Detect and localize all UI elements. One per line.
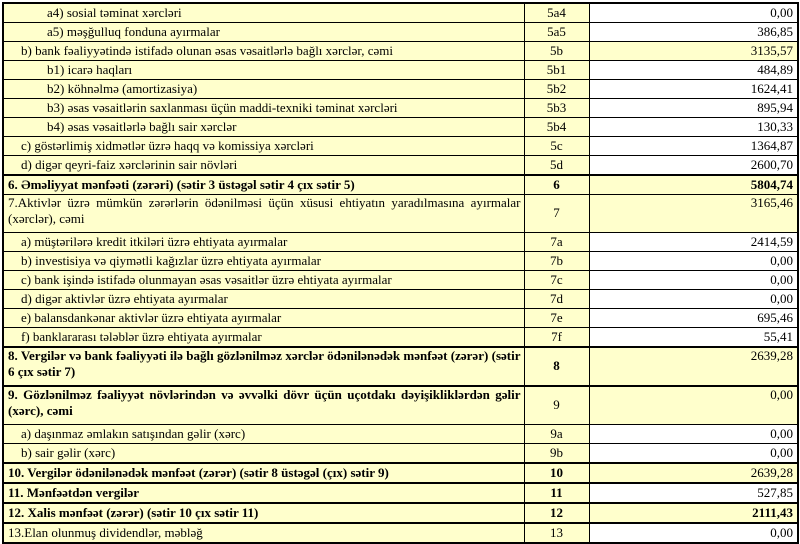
table-body	[3, 3, 798, 543]
row-value[interactable]: 2111,43	[589, 503, 798, 523]
row-code[interactable]: 7e	[524, 309, 589, 328]
row-value[interactable]: 2639,28	[589, 463, 798, 483]
row-value[interactable]: 2414,59	[589, 233, 798, 252]
row-value[interactable]: 895,94	[589, 99, 798, 118]
row-label[interactable]: d) digər aktivlər üzrə ehtiyata ayırmalar	[3, 290, 524, 309]
row-value[interactable]: 2639,28	[589, 347, 798, 386]
row-value[interactable]: 3165,46	[589, 195, 798, 233]
row-code[interactable]: 5b	[524, 42, 589, 61]
row-label[interactable]: b2) köhnəlmə (amortizasiya)	[3, 80, 524, 99]
row-label[interactable]: d) digər qeyri-faiz xərclərinin sair növləri	[3, 156, 524, 176]
row-code[interactable]: 9a	[524, 425, 589, 444]
row-code[interactable]: 12	[524, 503, 589, 523]
row-value[interactable]: 55,41	[589, 328, 798, 348]
table-row	[3, 118, 798, 137]
table-row	[3, 444, 798, 464]
row-code[interactable]: 7f	[524, 328, 589, 348]
row-value[interactable]: 484,89	[589, 61, 798, 80]
row-label[interactable]: c) bank işində istifadə olunmayan əsas vəsaitlər üzrə ehtiyata ayırmalar	[3, 271, 524, 290]
row-value[interactable]: 0,00	[589, 290, 798, 309]
table-row	[3, 195, 798, 233]
row-label[interactable]: 6. Əməliyyat mənfəəti (zərəri) (sətir 3 üstəgəl sətir 4 çıx sətir 5)	[3, 175, 524, 195]
row-value[interactable]: 5804,74	[589, 175, 798, 195]
row-label[interactable]: b) bank fəaliyyətində istifadə olunan əsas vəsaitlərlə bağlı xərclər, cəmi	[3, 42, 524, 61]
row-code[interactable]: 10	[524, 463, 589, 483]
row-value[interactable]: 695,46	[589, 309, 798, 328]
row-value[interactable]: 1624,41	[589, 80, 798, 99]
row-code[interactable]: 6	[524, 175, 589, 195]
table-row	[3, 503, 798, 523]
row-value[interactable]: 1364,87	[589, 137, 798, 156]
row-label[interactable]: f) banklararası tələblər üzrə ehtiyata ayırmalar	[3, 328, 524, 348]
row-code[interactable]: 5d	[524, 156, 589, 176]
row-label[interactable]: e) balansdankənar aktivlər üzrə ehtiyata ayırmalar	[3, 309, 524, 328]
table-row	[3, 23, 798, 42]
table-row	[3, 309, 798, 328]
row-value[interactable]: 0,00	[589, 523, 798, 543]
row-value[interactable]: 130,33	[589, 118, 798, 137]
row-code[interactable]: 5b2	[524, 80, 589, 99]
row-code[interactable]: 7c	[524, 271, 589, 290]
financial-statement-table	[2, 2, 799, 544]
row-code[interactable]: 5a4	[524, 3, 589, 23]
row-label[interactable]: 9. Gözlənilməz fəaliyyət növlərindən və əvvəlki dövr üçün uçotdakı dəyişikliklərdən gəlir (xərc), cəmi	[3, 386, 524, 425]
row-code[interactable]: 7b	[524, 252, 589, 271]
row-value[interactable]: 0,00	[589, 386, 798, 425]
row-code[interactable]: 7d	[524, 290, 589, 309]
row-value[interactable]: 2600,70	[589, 156, 798, 176]
table-row	[3, 271, 798, 290]
row-code[interactable]: 5b4	[524, 118, 589, 137]
table-row	[3, 347, 798, 386]
row-label[interactable]: b1) icarə haqları	[3, 61, 524, 80]
row-label[interactable]: 13.Elan olunmuş dividendlər, məbləğ	[3, 523, 524, 543]
row-value[interactable]: 0,00	[589, 444, 798, 464]
row-label[interactable]: b) investisiya və qiymətli kağızlar üzrə ehtiyata ayırmalar	[3, 252, 524, 271]
row-code[interactable]: 5b3	[524, 99, 589, 118]
row-code[interactable]: 7	[524, 195, 589, 233]
table-row	[3, 137, 798, 156]
table-row	[3, 3, 798, 23]
table-row	[3, 523, 798, 543]
row-value[interactable]: 3135,57	[589, 42, 798, 61]
row-code[interactable]: 5b1	[524, 61, 589, 80]
row-label[interactable]: c) göstərlimiş xidmətlər üzrə haqq və komissiya xərcləri	[3, 137, 524, 156]
table-row	[3, 233, 798, 252]
row-label[interactable]: a) müştərilərə kredit itkiləri üzrə ehtiyata ayırmalar	[3, 233, 524, 252]
table-row	[3, 80, 798, 99]
row-label[interactable]: 11. Mənfəətdən vergilər	[3, 483, 524, 503]
row-label[interactable]: b4) əsas vəsaitlərlə bağlı sair xərclər	[3, 118, 524, 137]
row-code[interactable]: 9	[524, 386, 589, 425]
row-label[interactable]: a4) sosial təminat xərcləri	[3, 3, 524, 23]
row-value[interactable]: 0,00	[589, 252, 798, 271]
row-label[interactable]: a5) məşğulluq fonduna ayırmalar	[3, 23, 524, 42]
table-row	[3, 463, 798, 483]
table-row	[3, 42, 798, 61]
row-value[interactable]: 386,85	[589, 23, 798, 42]
row-label[interactable]: a) daşınmaz əmlakın satışından gəlir (xərc)	[3, 425, 524, 444]
row-label[interactable]: b3) əsas vəsaitlərin saxlanması üçün maddi-texniki təminat xərcləri	[3, 99, 524, 118]
row-label[interactable]: 7.Aktivlər üzrə mümkün zərərlərin ödənilməsi üçün xüsusi ehtiyatın yaradılmasına ayırmalar (xərclər), cəmi	[3, 195, 524, 233]
row-code[interactable]: 5c	[524, 137, 589, 156]
row-value[interactable]: 0,00	[589, 3, 798, 23]
table-row	[3, 386, 798, 425]
row-value[interactable]: 0,00	[589, 425, 798, 444]
row-label[interactable]: 10. Vergilər ödənilənədək mənfəət (zərər) (sətir 8 üstəgəl (çıx) sətir 9)	[3, 463, 524, 483]
row-code[interactable]: 7a	[524, 233, 589, 252]
row-label[interactable]: 12. Xalis mənfəət (zərər) (sətir 10 çıx sətir 11)	[3, 503, 524, 523]
row-code[interactable]: 11	[524, 483, 589, 503]
table-row	[3, 156, 798, 176]
row-label[interactable]: 8. Vergilər və bank fəaliyyəti ilə bağlı gözlənilməz xərclər ödənilənədək mənfəət (zərər) (sətir 6 çıx sətir 7)	[3, 347, 524, 386]
table-row	[3, 175, 798, 195]
table-row	[3, 483, 798, 503]
row-value[interactable]: 527,85	[589, 483, 798, 503]
table-row	[3, 328, 798, 348]
row-code[interactable]: 5a5	[524, 23, 589, 42]
table-row	[3, 61, 798, 80]
row-code[interactable]: 8	[524, 347, 589, 386]
table-row	[3, 425, 798, 444]
table-row	[3, 252, 798, 271]
row-label[interactable]: b) sair gəlir (xərc)	[3, 444, 524, 464]
row-code[interactable]: 13	[524, 523, 589, 543]
row-value[interactable]: 0,00	[589, 271, 798, 290]
table-row	[3, 290, 798, 309]
table-row	[3, 99, 798, 118]
row-code[interactable]: 9b	[524, 444, 589, 464]
